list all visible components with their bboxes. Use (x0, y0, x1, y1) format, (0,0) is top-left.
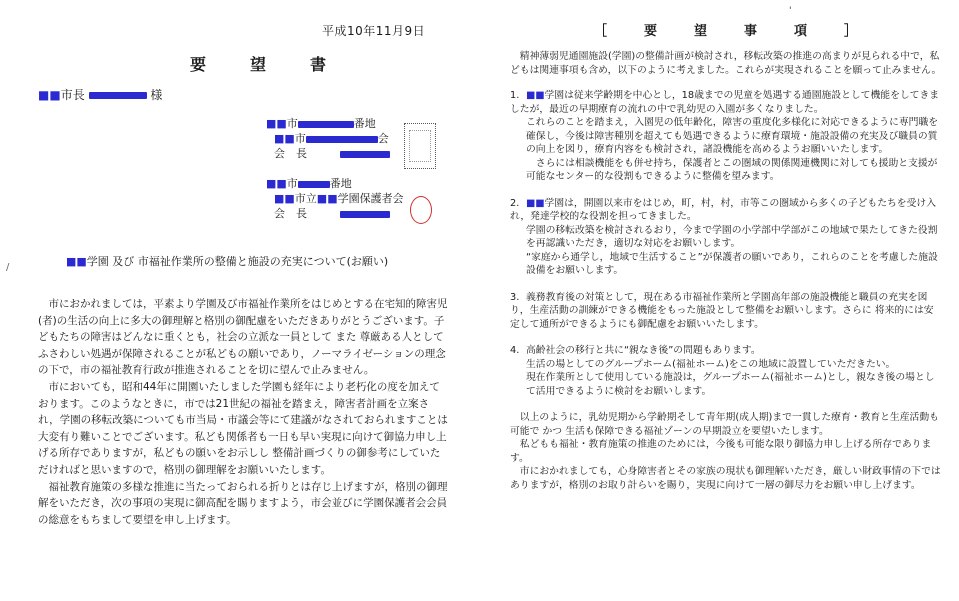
request-items-body (510, 50, 942, 492)
redacted-name (340, 211, 390, 218)
letter-paragraph: 市におかれましては，平素より学園及び市福祉作業所をはじめとする在宅知的障害児(者)の生活の向上に多大の御理解と格別の御配慮をいただきありがとうございます。子どもたちの障害はどんなに重くとも，社会の立派な一員として また 尊厳ある人としてふさわしい処遇が保障されることが私どもの願いであり，ノーマライゼーションの理念の下で，市の福祉教育行政が推進されることを切に望んで止みません。 (38, 298, 448, 377)
document-title: 要 望 書 (190, 55, 341, 74)
redacted-name (340, 151, 390, 158)
redacted-city-mark: ■■ (38, 88, 61, 102)
document-date: 平成10年11月9日 (322, 24, 426, 38)
letter-paragraph: 市においても，昭和44年に開園いたしました学園も経年により老朽化の度を加えております。このようなときに，市では21世紀の福祉を踏まえ，障害者計画を立案され，学園の移転改築についても市当局・市議会等にて建議がなされておられますことは大変有り難いことでございます。私ども関係者も一日も早い実現に向けて御協力申し上げる所存でありますが，私どもの願いをお示しし 整備計画づくりの御参考にしていただければと思いますので，格別の御理解をお願いいたします。 (38, 380, 448, 476)
request-items-heading: ［ 要 望 事 項 ］ (594, 24, 870, 39)
addressee: ■■市長 様 (38, 88, 163, 102)
redacted-name (89, 92, 147, 99)
closing-paragraph: 以上のように，乳幼児期から学齢期そして青年期(成人期)まで一貫した療育・教育と生産活動も可能で かつ 生活も保障できる福祉ゾーンの早期設立を要望いたします。 (510, 412, 939, 437)
request-item: 1. ■■学園は従来学齢期を中心とし，18歳までの児童を処遇する通園施設として機能をしてきましたが，最近の早期療育の流れの中で乳幼児の入園が多くなりました。 これらのことを踏まえ，入園児の低年齢化，障害の重度化多様化に対応できるように専門職を確保し，今後は障害種別を超えても処遇できるように療育環境・施設設備の充実及び職員の質の向上を図り，療育内容をも検討され，諸設機能を高めるようお願いいたします。 さらには相談機能をも併せ持ち，保護者とこの圏域の関係関連機関に対しても援助と支援が可能なセンター的な役割もできるように整備を望みます。 (510, 90, 940, 182)
request-item: 3. 義務教育後の対策として，現在ある市福祉作業所と学園高年部の施設機能と職員の充実を図り，生産活動の訓練ができる機能をもった施設として整備をお願いします。さらに 将来的には安定して通所ができるようにも御配慮をお願いいたします。 (510, 291, 934, 330)
stamp-box (404, 123, 436, 169)
letter-body (38, 296, 450, 528)
left-page: 平成10年11月9日 要 望 書 ■■市長 様 ■■市 番地 ■■市 会 会 長 ■■市 番地 ■■市立■■学園保護者会 会 長 / ■■学園 及び 市福祉作業所の整備と施設の充実について(お願い) 市におかれましては，平素より学園及び市福祉作業所をはじめとする在宅知的障害児(者)の生活の向上に多大の御理解と格別の御配慮をいただきありがとうございます。子どもたちの障害はどんなに重くとも，社会の立派な一員として また 尊厳ある人としてふさわしい処遇が保障されることが私どもの願いであり，ノーマライゼーションの理念の下で，市の福祉教育行政が推進されることを切に望んで止みません。 市においても，昭和44年に開園いたしました学園も経年により老朽化の度を加えております。このようなときに，市では21世紀の福祉を踏まえ，障害者計画を立案され，学園の移転改築についても市当局・市議会等にて建議がなされておられますことは大変有り難いことでございます。私ども関係者も一日も早い実現に向けて御協力申し上げる所存でありますが，私どもの願いをお示しし 整備計画づくりの御参考にしていただければと思いますので，格別の御理解をお願いいたします。 福祉教育施策の多様な推進に当たっておられる折りとは存じ上げますが，格別の御理解をいただき，次の事項の実現に御高配を賜りますよう，市会並びに学園保護者会会員の総意をもちまして要望を申し上げます。 (0, 0, 478, 601)
request-item: 4. 高齢社会の移行と共に“親なき後”の問題もあります。 生活の場としてのグループホーム(福祉ホーム)をこの地域に設置していただきたい。 現在作業所として使用している施設は，グループホーム(福祉ホーム)とし，親なき後の場として活用できるように検討をお願いします。 (510, 345, 935, 397)
request-item: 2. ■■学園は，開園以来市をはじめ，町，村，村，市等この圏域から多くの子どもたちを受け入れ，発達学校的な役割を担ってきました。 学園の移転改築を検討されるおり，今まで学園の小学部中学部がこの地域で果たしてきた役割を再認識いただき，適切な対応をお願いします。 “家庭から通学し，地域で生活すること”が保護者の願いであり，これらのことを考慮した施設設備をお願いします。 (510, 197, 938, 276)
seal-stamp (410, 196, 432, 224)
right-page: ' ［ 要 望 事 項 ］ 精神薄弱児通園施設(学園)の整備計画が検討され，移転改築の推進の高まりが見られる中で，私どもは関連事項も含め，以下のように考えました。これらが実現されることを願って止みません。 1. ■■学園は従来学齢期を中心とし，18歳までの児童を処遇する通園施設として機能をしてきましたが，最近の早期療育の流れの中で乳幼児の入園が多くなりました。 これらのことを踏まえ，入園児の低年齢化，障害の重度化多様化に対応できるように専門職を確保し，今後は障害種別を超えても処遇できるように療育環境・施設設備の充実及び職員の質の向上を図り，療育内容をも検討され，諸設機能を高めるようお願いいたします。 さらには相談機能をも併せ持ち，保護者とこの圏域の関係関連機関に対しても援助と支援が可能なセンター的な役割もできるように整備を望みます。 2. ■■学園は，開園以来市をはじめ，町，村，村，市等この圏域から多くの子どもたちを受け入れ，発達学校的な役割を担ってきました。 学園の移転改築を検討されるおり，今まで学園の小学部中学部がこの地域で果たしてきた役割を再認識いただき，適切な対応をお願いします。 “家庭から通学し，地域で生活すること”が保護者の願いであり，これらのことを考慮した施設設備をお願いします。 3. 義務教育後の対策として，現在ある市福祉作業所と学園高年部の施設機能と職員の充実を図り，生産活動の訓練ができる機能をもった施設として整備をお願いします。さらに 将来的には安定して通所ができるようにも御配慮をお願いいたします。 4. 高齢社会の移行と共に“親なき後”の問題もあります。 生活の場としてのグループホーム(福祉ホーム)をこの地域に設置していただきたい。 現在作業所として使用している施設は，グループホーム(福祉ホーム)とし，親なき後の場として活用できるように検討をお願いします。 以上のように，乳幼児期から学齢期そして青年期(成人期)まで一貫した療育・教育と生産活動も可能で かつ 生活も保障できる福祉ゾーンの早期設立を要望いたします。 私どもも福祉・教育施策の推進のためには，今後も可能な限り御協力申し上げる所存であります。 市におかれましても，心身障害者とその家族の現状も御理解いただき，厳しい財政事情の下ではありますが，格別のお取り計らいを賜り，実現に向けて一層の御尽力をお願い申し上げます。 (482, 0, 959, 601)
closing-paragraph: 私どもも福祉・教育施策の推進のためには，今後も可能な限り御協力申し上げる所存であります。 (510, 439, 932, 464)
redacted-address (298, 181, 330, 188)
letter-paragraph: 福祉教育施策の多様な推進に当たっておられる折りとは存じ上げますが，格別の御理解をいただき，次の事項の実現に御高配を賜りますよう，市会並びに学園保護者会会員の総意をもちまして要望を申し上げます。 (38, 480, 448, 526)
sender-block-2: ■■市 番地 ■■市立■■学園保護者会 会 長 (266, 177, 404, 220)
redacted-address (298, 121, 354, 128)
closing-paragraph: 市におかれましても，心身障害者とその家族の現状も御理解いただき，厳しい財政事情の下ではありますが，格別のお取り計らいを賜り，実現に向けて一層の御尽力をお願い申し上げます。 (510, 466, 941, 491)
request-intro: 精神薄弱児通園施設(学園)の整備計画が検討され，移転改築の推進の高まりが見られる中で，私どもは関連事項も含め，以下のように考えました。これらが実現されることを願って止みません。 (510, 51, 942, 76)
document-subject: ■■学園 及び 市福祉作業所の整備と施設の充実について(お願い) (66, 255, 389, 268)
redacted-org (306, 136, 378, 143)
sender-block-1: ■■市 番地 ■■市 会 会 長 (266, 117, 389, 160)
